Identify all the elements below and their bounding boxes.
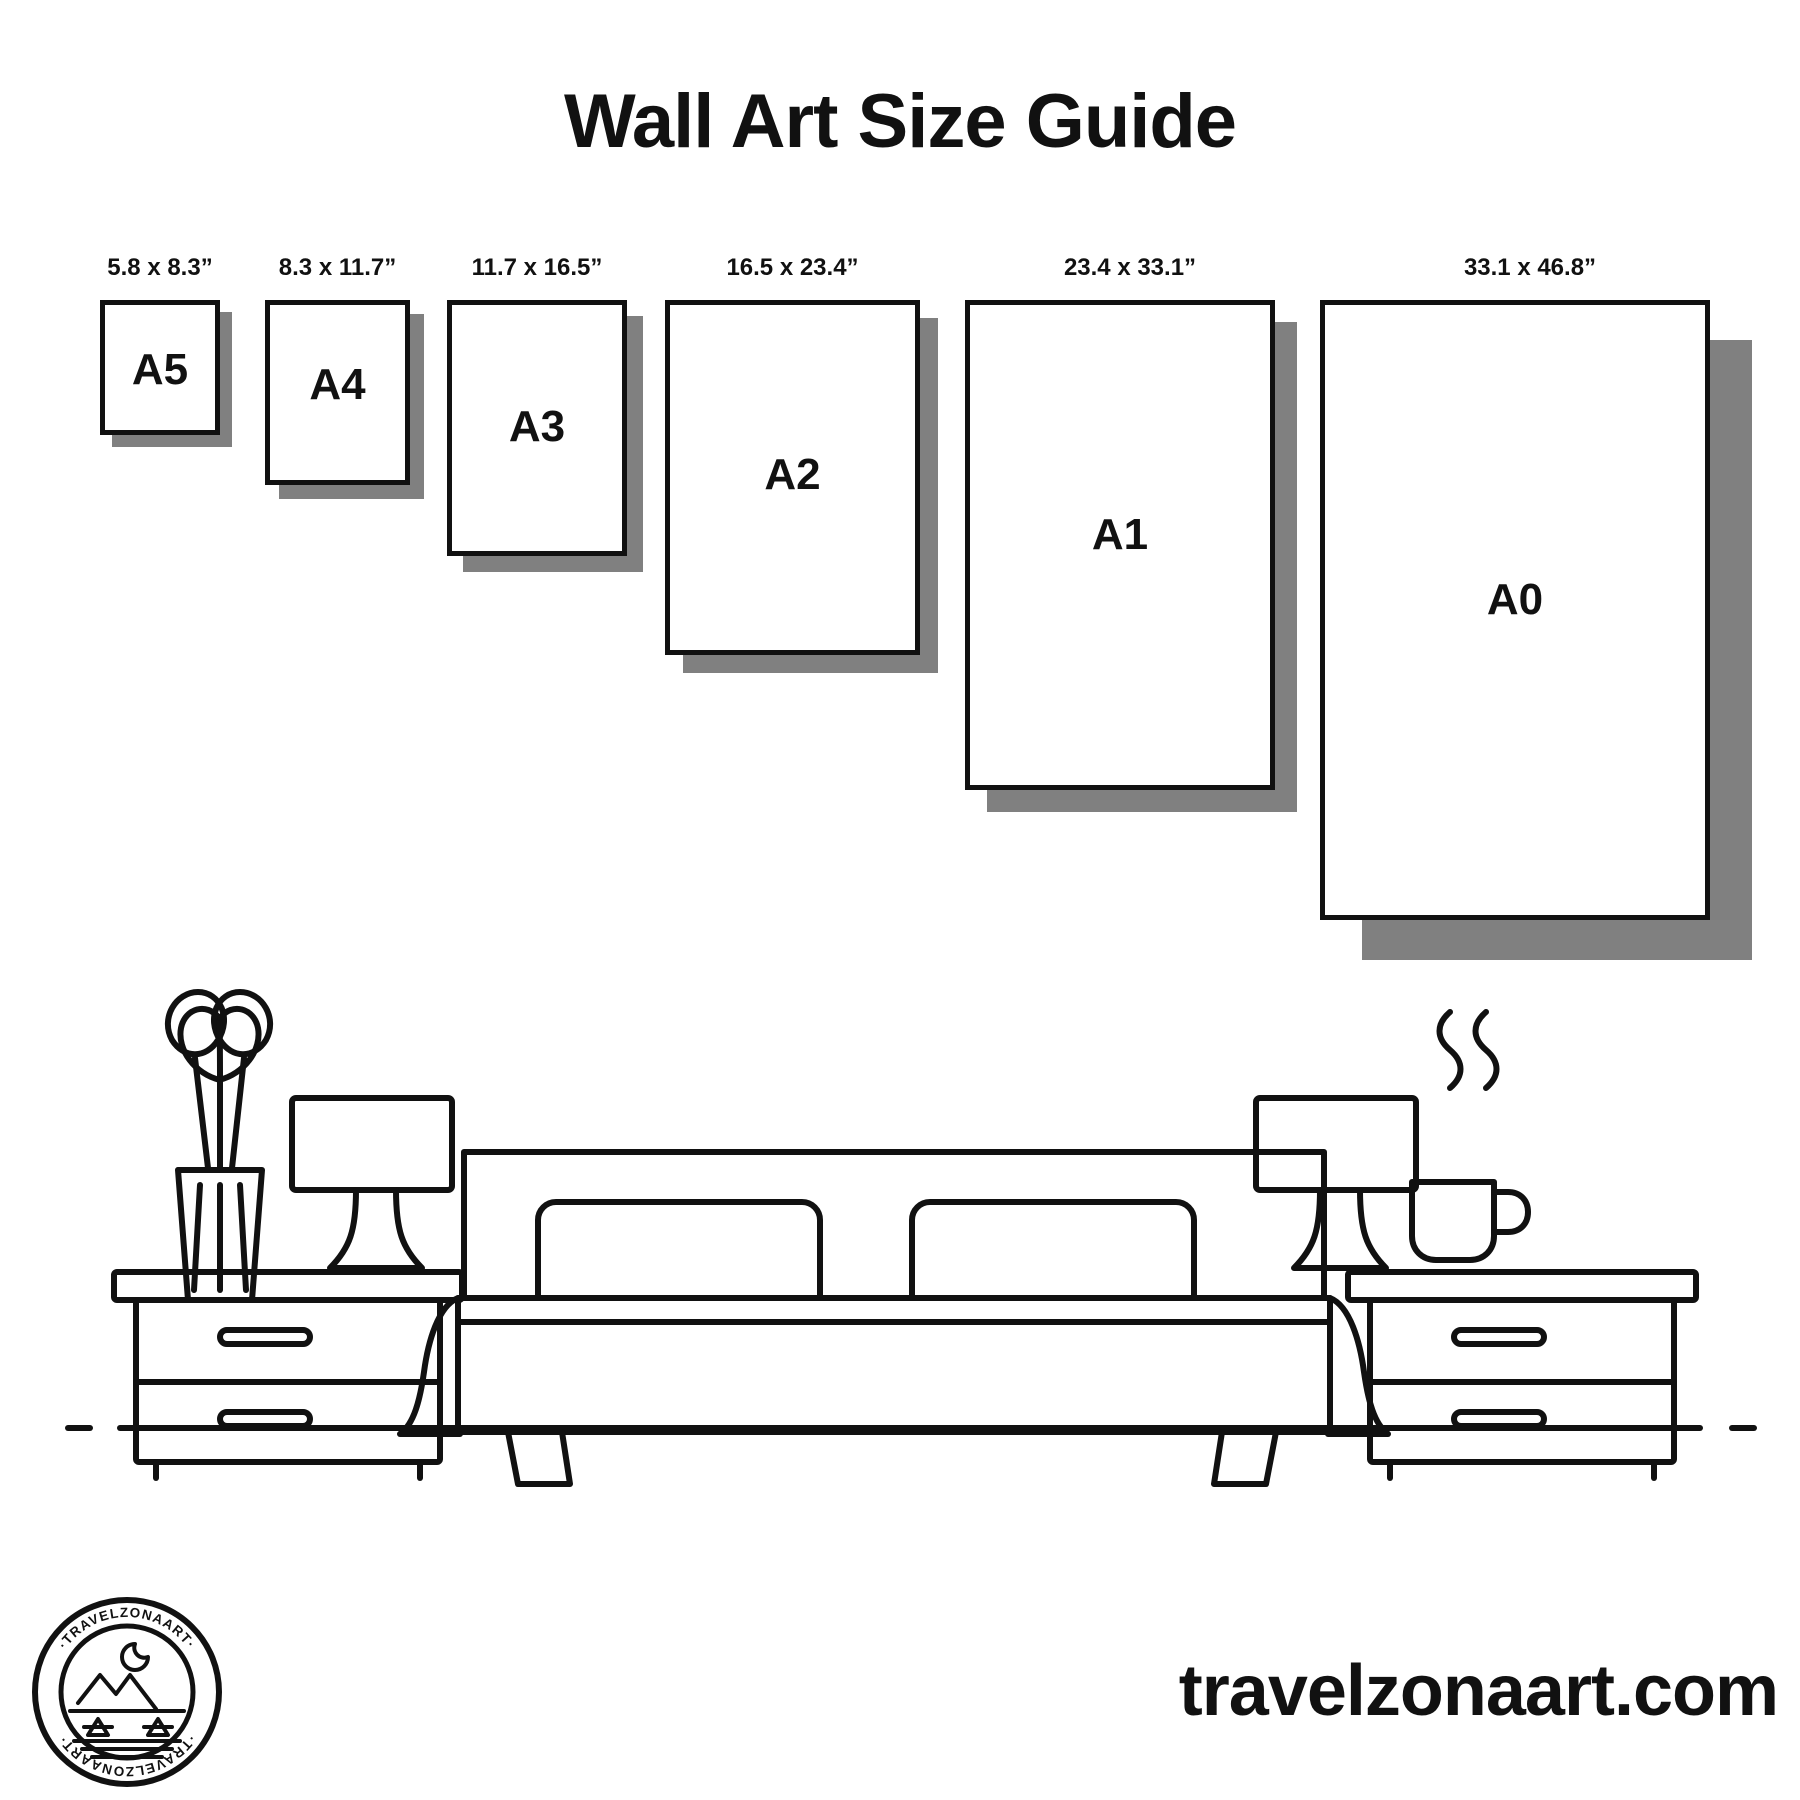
logo-text-top: ·TRAVELZONAART· <box>55 1604 199 1652</box>
bed <box>400 1152 1388 1484</box>
frame-dimensions-a1: 23.4 x 33.1” <box>1063 254 1197 281</box>
frame-group-a1 <box>965 254 1295 820</box>
table-lamp-left <box>292 1098 452 1268</box>
frame-name-a1: A1 <box>1091 510 1149 559</box>
frame-name-a0: A0 <box>1486 575 1544 624</box>
mountain-icon <box>78 1675 156 1709</box>
frame-name-a5: A5 <box>131 345 189 394</box>
frame-box-a4[interactable] <box>265 300 410 485</box>
frame-dimensions-a5: 5.8 x 8.3” <box>107 254 213 281</box>
brand-logo[interactable] <box>30 1595 225 1790</box>
bedroom-scene <box>60 980 1760 1500</box>
nightstand-left <box>114 1272 462 1478</box>
frame-box-a0[interactable] <box>1320 300 1710 920</box>
frame-group-a3 <box>447 254 627 590</box>
frame-box-a5[interactable] <box>100 300 220 435</box>
frame-dimensions-a4: 8.3 x 11.7” <box>278 254 397 281</box>
coffee-cup <box>1412 1012 1528 1260</box>
table-lamp-right <box>1256 1098 1416 1268</box>
frame-group-a0 <box>1320 254 1740 960</box>
frame-dimensions-a0: 33.1 x 46.8” <box>1463 254 1597 281</box>
page-title: Wall Art Size Guide <box>563 79 1237 164</box>
vase-with-plant <box>168 992 270 1300</box>
frame-group-a2 <box>665 254 920 680</box>
logo-text-bottom: ·TRAVELZONAART· <box>55 1732 199 1780</box>
frame-name-a3: A3 <box>508 402 566 451</box>
frame-box-a1[interactable] <box>965 300 1275 790</box>
frame-dimensions-a2: 16.5 x 23.4” <box>726 254 859 281</box>
frame-box-a3[interactable] <box>447 300 627 556</box>
frame-group-a4 <box>265 254 410 520</box>
frame-dimensions-a3: 11.7 x 16.5” <box>471 254 603 281</box>
frame-group-a5 <box>100 254 220 490</box>
frame-name-a4: A4 <box>309 360 366 409</box>
site-url[interactable]: travelzonaart.com <box>1178 1651 1778 1731</box>
moon-icon <box>122 1644 148 1670</box>
frame-box-a2[interactable] <box>665 300 920 655</box>
nightstand-right <box>1348 1272 1696 1478</box>
frame-name-a2: A2 <box>764 450 821 499</box>
